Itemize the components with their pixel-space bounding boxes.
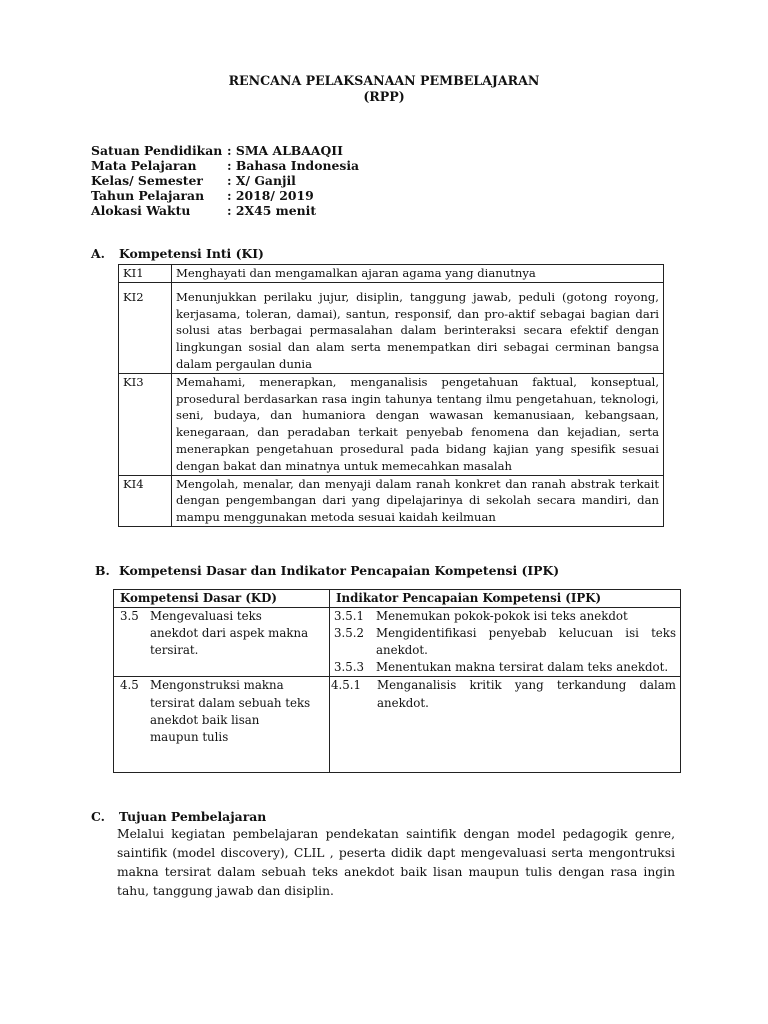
kd-number: 4.5 (120, 678, 139, 693)
tujuan-paragraph: Melalui kegiatan pembelajaran pendekatan saintifik dengan model pedagogik genre, saintifik (model discovery), CLIL , peserta didik dapt mengevaluasi serta mengontruksi makna tersirat dalam sebuah teks anekdot baik lisan maupun tulis dengan rasa ingin tahu, tanggung jawab dan disiplin. (117, 827, 675, 899)
identity-value: : 2X45 menit (227, 203, 317, 218)
identity-value: : 2018/ 2019 (227, 188, 314, 203)
ipk-text: Menemukan pokok-pokok isi teks anekdot (376, 609, 628, 624)
kd-cell (114, 608, 330, 677)
ki-code: KI2 (119, 282, 172, 373)
kd-ipk-table (113, 589, 681, 773)
kd-line: maupun tulis (150, 729, 229, 744)
ipk-cell (330, 677, 681, 773)
identity-row (91, 157, 359, 172)
ki-code: KI3 (119, 373, 172, 475)
ki-code: KI4 (119, 475, 172, 526)
kd-line: anekdot dari aspek makna (150, 626, 309, 641)
ki-text: Menghayati dan mengamalkan ajaran agama yang dianutnya (172, 265, 664, 283)
kd-text: Mengonstruksi makna (150, 678, 284, 693)
identity-label: Kelas/ Semester (91, 173, 203, 188)
ipk-number: 4.5.1 (331, 678, 362, 693)
ipk-cell (330, 608, 681, 677)
identity-block (91, 142, 359, 217)
ipk-text: Menganalisis kritik yang terkandung dalam anekdot. (377, 678, 676, 710)
ki-text: Mengolah, menalar, dan menyaji dalam ranah konkret dan ranah abstrak terkait dengan pengembangan dari yang dipelajarinya di sekolah secara mandiri, dan mampu menggunakan metoda sesuai kaidah keilmuan (172, 475, 664, 526)
column-header-ipk: Indikator Pencapaian Kompetensi (IPK) (330, 590, 681, 608)
section-letter: C. (91, 809, 105, 824)
kd-line: anekdot baik lisan (150, 712, 260, 727)
ipk-item (334, 608, 676, 625)
table-row (114, 608, 681, 677)
ki-table (118, 264, 664, 527)
ipk-number: 3.5.1 (334, 609, 365, 624)
ki-text: Memahami, menerapkan, menganalisis pengetahuan faktual, konseptual, prosedural berdasarkan rasa ingin tahunya tentang ilmu pengetahuan, teknologi, seni, budaya, dan humaniora dengan wawasan kemanusiaan, kebangsaan, kenegaraan, dan peradaban terkait penyebab fenomena dan kejadian, serta menerapkan pengetahuan prosedural pada bidang kajian yang spesifik sesuai dengan bakat dan minatnya untuk memecahkan masalah (172, 373, 664, 475)
ipk-item (334, 625, 676, 659)
identity-value: : SMA ALBAAQII (227, 143, 343, 158)
identity-value: : Bahasa Indonesia (227, 158, 360, 173)
ki-text: Menunjukkan perilaku jujur, disiplin, tanggung jawab, peduli (gotong royong, kerjasama, toleran, damai), santun, responsif, dan pro-aktif sebagai bagian dari solusi atas berbagai permasalahan dalam berinteraksi secara efektif dengan lingkungan sosial dan alam serta menempatkan diri sebagai cerminan bangsa dalam pergaulan dunia (172, 282, 664, 373)
section-c-heading (91, 808, 266, 825)
section-b-heading (95, 562, 559, 579)
ipk-item (331, 677, 676, 711)
identity-row (91, 187, 359, 202)
identity-label: Tahun Pelajaran (91, 188, 205, 203)
section-letter: B. (95, 563, 110, 578)
ipk-item (334, 659, 676, 676)
document-title: RENCANA PELAKSANAAN PEMBELAJARAN (228, 73, 540, 88)
document-subtitle: (RPP) (363, 89, 405, 104)
ipk-number: 3.5.2 (334, 626, 365, 641)
section-a-heading (91, 245, 264, 262)
table-row (119, 265, 664, 283)
section-title: Tujuan Pembelajaran (119, 809, 267, 824)
kd-text: Mengevaluasi teks (150, 609, 262, 624)
kd-cell (114, 677, 330, 773)
section-title: Kompetensi Dasar dan Indikator Pencapaian Kompetensi (IPK) (119, 563, 560, 578)
ki-code: KI1 (119, 265, 172, 283)
identity-row (91, 142, 359, 157)
kd-line (120, 608, 325, 625)
section-letter: A. (91, 246, 105, 261)
identity-value: : X/ Ganjil (227, 173, 296, 188)
identity-label: Mata Pelajaran (91, 158, 197, 173)
ipk-text: Mengidentifikasi penyebab kelucuan isi teks anekdot. (376, 626, 676, 658)
kd-line (120, 677, 325, 694)
ipk-number: 3.5.3 (334, 660, 365, 675)
table-row (114, 677, 681, 773)
identity-row (91, 202, 359, 217)
table-row (119, 475, 664, 526)
ipk-text: Menentukan makna tersirat dalam teks anekdot. (376, 660, 669, 675)
identity-row (91, 172, 359, 187)
column-header-kd: Kompetensi Dasar (KD) (114, 590, 330, 608)
identity-label: Satuan Pendidikan (91, 143, 223, 158)
section-title: Kompetensi Inti (KI) (119, 246, 264, 261)
identity-label: Alokasi Waktu (91, 203, 191, 218)
table-row (119, 282, 664, 373)
kd-number: 3.5 (120, 609, 139, 624)
table-header-row (114, 590, 681, 608)
kd-line: tersirat. (150, 643, 199, 658)
kd-line: tersirat dalam sebuah teks (150, 695, 311, 710)
table-row (119, 373, 664, 475)
